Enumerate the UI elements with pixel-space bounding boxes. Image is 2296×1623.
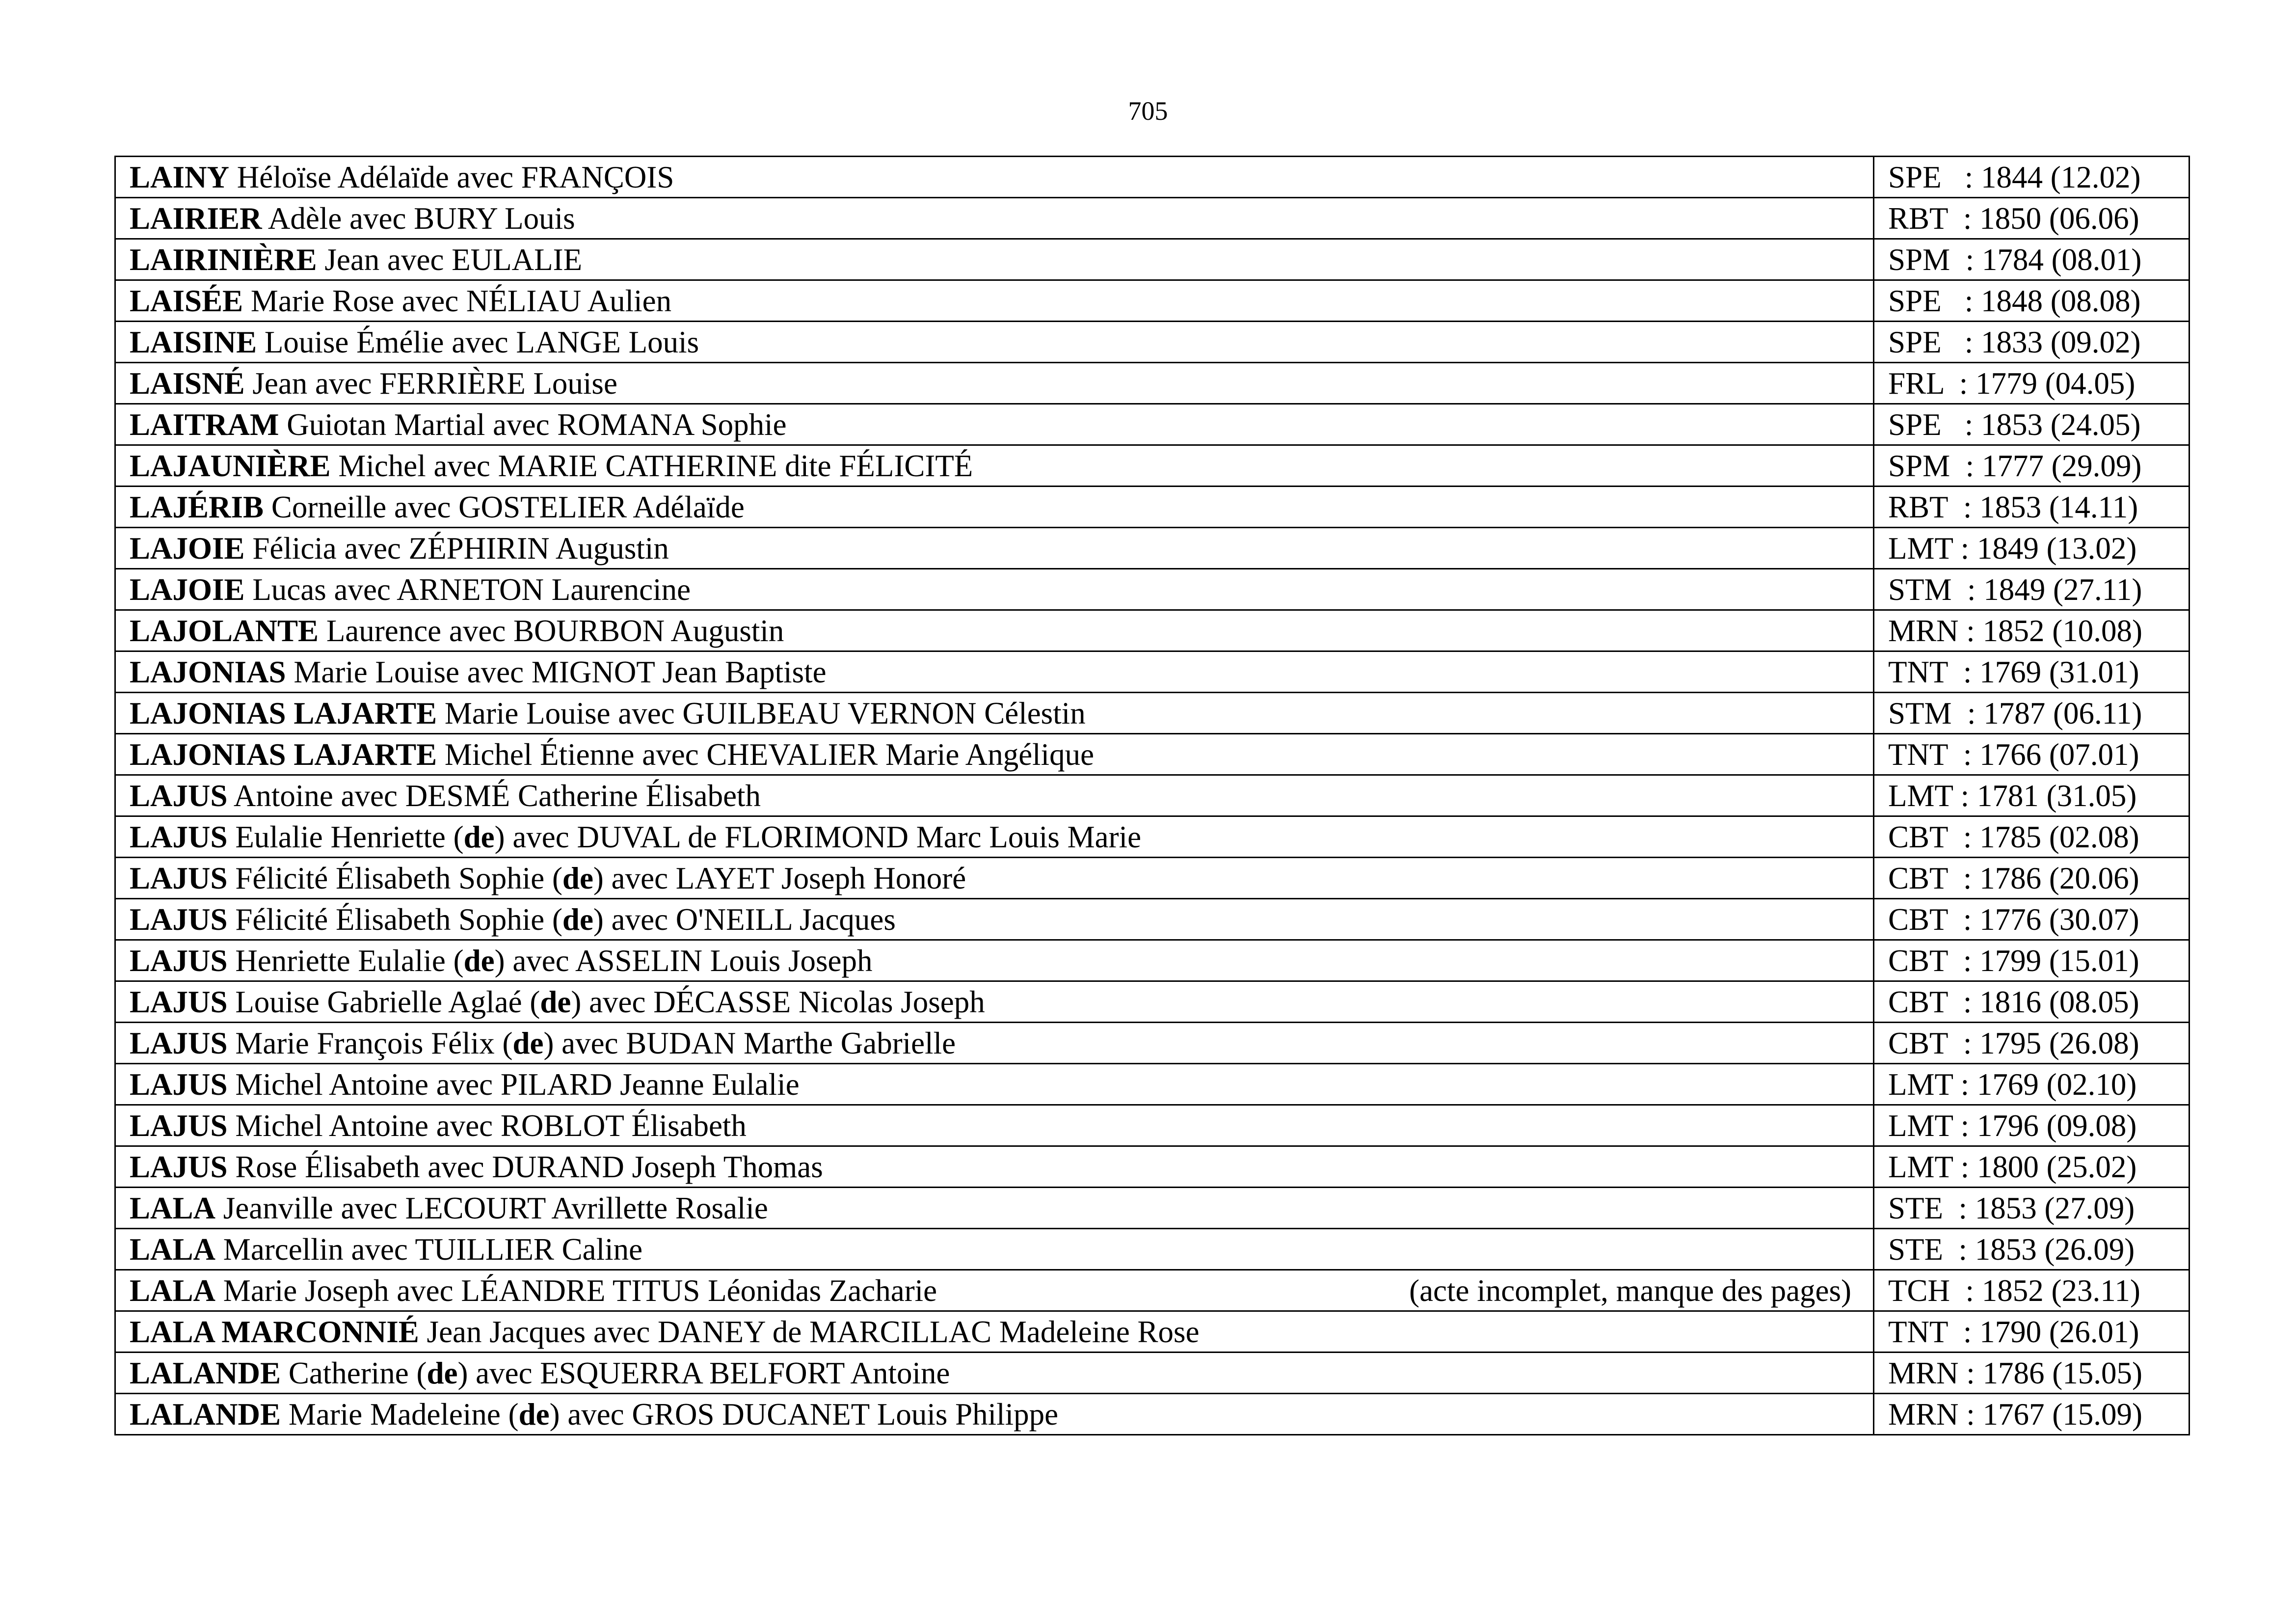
entry-surname: LAJUS xyxy=(130,1108,228,1143)
entry-surname: LAJUS xyxy=(130,819,228,854)
entry-reference-cell: STE : 1853 (26.09) xyxy=(1874,1229,2189,1270)
entry-spouses-continued: ) avec LAYET Joseph Honoré xyxy=(593,861,966,895)
entry-reference-cell: TCH : 1852 (23.11) xyxy=(1874,1270,2189,1311)
entry-reference-cell: CBT : 1795 (26.08) xyxy=(1874,1023,2189,1064)
entry-spouses: Jeanville avec LECOURT Avrillette Rosalie xyxy=(215,1190,768,1225)
entry-spouses-continued: ) avec O'NEILL Jacques xyxy=(593,902,896,937)
entry-spouses: Jean avec FERRIÈRE Louise xyxy=(244,366,617,401)
table-row xyxy=(115,1023,2189,1064)
entry-surname: LAJUS xyxy=(130,1026,228,1060)
entry-names-cell xyxy=(115,1146,1874,1188)
entry-spouses-continued: ) avec ESQUERRA BELFORT Antoine xyxy=(457,1355,950,1390)
table-row xyxy=(115,940,2189,981)
marriage-register-table xyxy=(114,156,2190,1435)
entry-spouses: Jean avec EULALIE xyxy=(317,242,583,277)
entry-reference-cell: LMT : 1800 (25.02) xyxy=(1874,1146,2189,1188)
entry-names-cell xyxy=(115,899,1874,940)
entry-spouses: Michel Antoine avec ROBLOT Élisabeth xyxy=(227,1108,747,1143)
entry-reference-cell: SPE : 1833 (09.02) xyxy=(1874,322,2189,363)
table-row xyxy=(115,322,2189,363)
entry-spouses: Eulalie Henriette ( xyxy=(227,819,464,854)
entry-names-cell xyxy=(115,322,1874,363)
entry-reference-cell: STE : 1853 (27.09) xyxy=(1874,1188,2189,1229)
entry-surname: LAJUS xyxy=(130,778,228,813)
entry-spouses: Henriette Eulalie ( xyxy=(227,943,464,978)
entry-note: (acte incomplet, manque des pages) xyxy=(1409,1273,1851,1308)
entry-surname: LAJÉRIB xyxy=(130,489,264,524)
entry-spouses: Marcellin avec TUILLIER Caline xyxy=(215,1232,643,1267)
table-row xyxy=(115,157,2189,198)
table-row xyxy=(115,280,2189,322)
entry-reference-cell: LMT : 1796 (09.08) xyxy=(1874,1105,2189,1146)
entry-names-cell xyxy=(115,528,1874,569)
entry-surname: LALA xyxy=(130,1232,216,1267)
entry-names-cell xyxy=(115,816,1874,858)
entry-spouses: Antoine avec DESMÉ Catherine Élisabeth xyxy=(227,778,761,813)
table-row xyxy=(115,816,2189,858)
entry-reference-cell: STM : 1849 (27.11) xyxy=(1874,569,2189,610)
table-row xyxy=(115,734,2189,775)
entry-surname: LAJUS xyxy=(130,861,228,895)
entry-reference-cell: CBT : 1785 (02.08) xyxy=(1874,816,2189,858)
entry-surname: LAITRAM xyxy=(130,407,279,442)
entry-names-cell xyxy=(115,610,1874,651)
entry-names-cell xyxy=(115,981,1874,1023)
entry-spouses: Marie Louise avec GUILBEAU VERNON Célestin xyxy=(437,696,1086,730)
entry-names-cell xyxy=(115,1064,1874,1105)
entry-names-cell xyxy=(115,487,1874,528)
entry-names-cell xyxy=(115,1105,1874,1146)
entry-surname: LAISNÉ xyxy=(130,366,245,401)
entry-reference-cell: LMT : 1769 (02.10) xyxy=(1874,1064,2189,1105)
entry-spouses: Michel avec MARIE CATHERINE dite FÉLICITÉ xyxy=(330,448,973,483)
entry-surname: LAIRIER xyxy=(130,201,262,236)
entry-reference-cell: MRN : 1786 (15.05) xyxy=(1874,1352,2189,1394)
entry-reference-cell: LMT : 1781 (31.05) xyxy=(1874,775,2189,816)
page-number: 705 xyxy=(1128,96,1168,126)
entry-surname: LAJONIAS LAJARTE xyxy=(130,737,437,772)
table-row xyxy=(115,1311,2189,1352)
entry-names-cell xyxy=(115,239,1874,280)
entry-surname: LAJOIE xyxy=(130,531,245,566)
entry-names-cell xyxy=(115,1188,1874,1229)
entry-spouses: Marie François Félix ( xyxy=(227,1026,513,1060)
entry-spouses: Marie Rose avec NÉLIAU Aulien xyxy=(243,283,672,318)
entry-surname: LALANDE xyxy=(130,1397,281,1432)
entry-names-cell xyxy=(115,569,1874,610)
entry-names-cell xyxy=(115,1229,1874,1270)
entry-reference-cell: RBT : 1853 (14.11) xyxy=(1874,487,2189,528)
entry-spouses: Marie Louise avec MIGNOT Jean Baptiste xyxy=(286,654,827,689)
table-row xyxy=(115,1352,2189,1394)
entry-spouses: Félicité Élisabeth Sophie ( xyxy=(227,902,562,937)
entry-names-cell xyxy=(115,363,1874,404)
entry-spouses: Félicia avec ZÉPHIRIN Augustin xyxy=(244,531,669,566)
entry-reference-cell: SPM : 1777 (29.09) xyxy=(1874,445,2189,487)
entry-spouses: Rose Élisabeth avec DURAND Joseph Thomas xyxy=(227,1149,823,1184)
entry-spouses-continued: ) avec ASSELIN Louis Joseph xyxy=(494,943,873,978)
entry-names-cell xyxy=(115,1311,1874,1352)
entry-names-cell xyxy=(115,858,1874,899)
entry-names-cell xyxy=(115,445,1874,487)
entry-names-cell xyxy=(115,157,1874,198)
table-row xyxy=(115,528,2189,569)
entry-reference-cell: SPE : 1848 (08.08) xyxy=(1874,280,2189,322)
entry-names-cell xyxy=(115,280,1874,322)
entry-surname: LAJOLANTE xyxy=(130,613,319,648)
table-row xyxy=(115,1105,2189,1146)
entry-particle: de xyxy=(562,861,593,895)
entry-spouses: Louise Émélie avec LANGE Louis xyxy=(257,325,699,359)
entry-reference-cell: LMT : 1849 (13.02) xyxy=(1874,528,2189,569)
entry-spouses-continued: ) avec DÉCASSE Nicolas Joseph xyxy=(571,984,985,1019)
entry-spouses: Corneille avec GOSTELIER Adélaïde xyxy=(264,489,745,524)
entry-surname: LAJUS xyxy=(130,984,228,1019)
entry-surname: LAJOIE xyxy=(130,572,245,607)
entry-spouses: Héloïse Adélaïde avec FRANÇOIS xyxy=(229,160,674,194)
entry-names-cell xyxy=(115,1023,1874,1064)
entry-spouses: Marie Madeleine ( xyxy=(281,1397,519,1432)
table-row xyxy=(115,1146,2189,1188)
entry-spouses-continued: ) avec DUVAL de FLORIMOND Marc Louis Marie xyxy=(494,819,1142,854)
entry-particle: de xyxy=(512,1026,544,1060)
entry-spouses: Adèle avec BURY Louis xyxy=(262,201,575,236)
entry-names-cell xyxy=(115,651,1874,693)
entry-spouses: Michel Antoine avec PILARD Jeanne Eulalie xyxy=(227,1067,800,1102)
table-row xyxy=(115,404,2189,445)
entry-particle: de xyxy=(540,984,571,1019)
entry-names-cell xyxy=(115,775,1874,816)
entry-names-cell xyxy=(115,693,1874,734)
entry-reference-cell: CBT : 1776 (30.07) xyxy=(1874,899,2189,940)
entry-surname: LAJONIAS LAJARTE xyxy=(130,696,437,730)
entry-surname: LAINY xyxy=(130,160,230,194)
entry-reference-cell: TNT : 1766 (07.01) xyxy=(1874,734,2189,775)
table-row xyxy=(115,363,2189,404)
entry-surname: LAISÉE xyxy=(130,283,243,318)
entry-reference-cell: RBT : 1850 (06.06) xyxy=(1874,198,2189,239)
entry-spouses: Félicité Élisabeth Sophie ( xyxy=(227,861,562,895)
table-row xyxy=(115,1394,2189,1435)
entry-spouses: Jean Jacques avec DANEY de MARCILLAC Madeleine Rose xyxy=(419,1314,1200,1349)
table-row xyxy=(115,651,2189,693)
entry-names-cell xyxy=(115,1394,1874,1435)
table-row xyxy=(115,858,2189,899)
entry-particle: de xyxy=(518,1397,550,1432)
table-row xyxy=(115,487,2189,528)
entry-reference-cell: SPM : 1784 (08.01) xyxy=(1874,239,2189,280)
entry-names-cell xyxy=(115,1270,1874,1311)
entry-reference-cell: MRN : 1767 (15.09) xyxy=(1874,1394,2189,1435)
entry-names-cell xyxy=(115,940,1874,981)
table-row xyxy=(115,981,2189,1023)
entry-surname: LAJUS xyxy=(130,943,228,978)
entry-names-cell xyxy=(115,734,1874,775)
entry-surname: LAJONIAS xyxy=(130,654,286,689)
entry-surname: LAJUS xyxy=(130,1067,228,1102)
entry-particle: de xyxy=(463,943,495,978)
entry-reference-cell: MRN : 1852 (10.08) xyxy=(1874,610,2189,651)
entry-surname: LAISINE xyxy=(130,325,257,359)
entry-reference-cell: CBT : 1799 (15.01) xyxy=(1874,940,2189,981)
entry-spouses-continued: ) avec GROS DUCANET Louis Philippe xyxy=(549,1397,1059,1432)
entry-names-cell xyxy=(115,1352,1874,1394)
entry-reference-cell: TNT : 1790 (26.01) xyxy=(1874,1311,2189,1352)
register-body xyxy=(115,157,2189,1435)
entry-particle: de xyxy=(463,819,495,854)
table-row xyxy=(115,1229,2189,1270)
table-row xyxy=(115,775,2189,816)
table-row xyxy=(115,693,2189,734)
table-row xyxy=(115,899,2189,940)
entry-reference-cell: TNT : 1769 (31.01) xyxy=(1874,651,2189,693)
table-row xyxy=(115,239,2189,280)
entry-surname: LAJAUNIÈRE xyxy=(130,448,331,483)
entry-spouses: Louise Gabrielle Aglaé ( xyxy=(227,984,540,1019)
table-row xyxy=(115,1064,2189,1105)
entry-spouses: Laurence avec BOURBON Augustin xyxy=(319,613,784,648)
entry-surname: LAJUS xyxy=(130,902,228,937)
table-row xyxy=(115,198,2189,239)
table-row xyxy=(115,445,2189,487)
entry-surname: LAIRINIÈRE xyxy=(130,242,317,277)
entry-particle: de xyxy=(562,902,593,937)
entry-surname: LAJUS xyxy=(130,1149,228,1184)
entry-surname: LALA xyxy=(130,1273,216,1308)
entry-surname: LALANDE xyxy=(130,1355,281,1390)
entry-surname: LALA xyxy=(130,1190,216,1225)
table-row xyxy=(115,569,2189,610)
entry-spouses-continued: ) avec BUDAN Marthe Gabrielle xyxy=(543,1026,956,1060)
entry-reference-cell: CBT : 1816 (08.05) xyxy=(1874,981,2189,1023)
entry-reference-cell: FRL : 1779 (04.05) xyxy=(1874,363,2189,404)
table-row xyxy=(115,610,2189,651)
entry-reference-cell: CBT : 1786 (20.06) xyxy=(1874,858,2189,899)
entry-names-cell xyxy=(115,404,1874,445)
entry-spouses: Marie Joseph avec LÉANDRE TITUS Léonidas Zacharie xyxy=(215,1273,937,1308)
table-row xyxy=(115,1270,2189,1311)
entry-reference-cell: SPE : 1853 (24.05) xyxy=(1874,404,2189,445)
entry-names-cell xyxy=(115,198,1874,239)
entry-spouses: Catherine ( xyxy=(281,1355,427,1390)
entry-particle: de xyxy=(427,1355,458,1390)
entry-spouses: Guiotan Martial avec ROMANA Sophie xyxy=(279,407,787,442)
entry-reference-cell: SPE : 1844 (12.02) xyxy=(1874,157,2189,198)
entry-spouses: Lucas avec ARNETON Laurencine xyxy=(244,572,691,607)
entry-reference-cell: STM : 1787 (06.11) xyxy=(1874,693,2189,734)
entry-surname: LALA MARCONNIÉ xyxy=(130,1314,419,1349)
table-row xyxy=(115,1188,2189,1229)
entry-spouses: Michel Étienne avec CHEVALIER Marie Angélique xyxy=(437,737,1095,772)
